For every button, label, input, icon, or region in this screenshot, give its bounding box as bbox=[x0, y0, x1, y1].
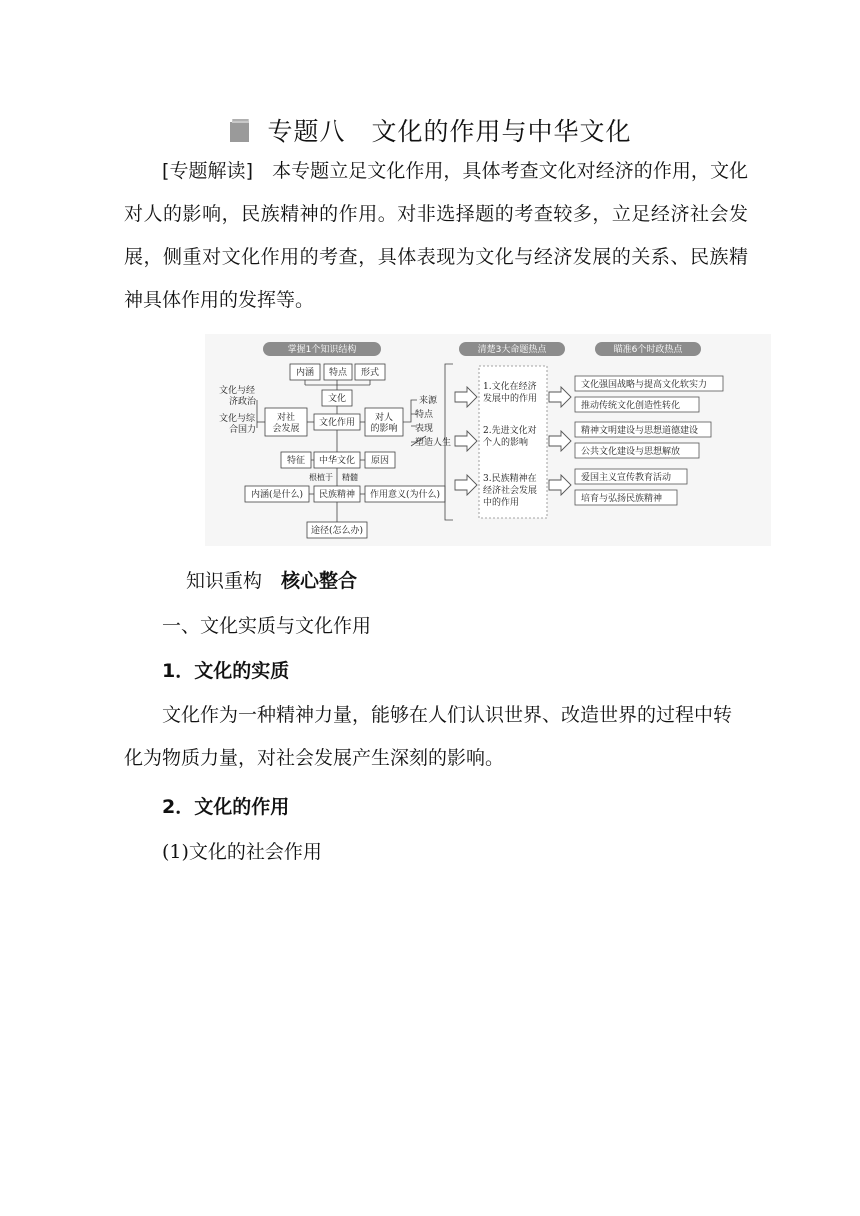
hot-topic-3c: 中的作用 bbox=[483, 498, 520, 508]
intro-text: 本专题立足文化作用，具体考查文化对经济的作用，文化对人的影响，民族精神的作用。对非选择题的考查较多，立足经济社会发展，侧重对文化作用的考查，具体表现为文化与经济发展的关系、民族精神具体作用的发挥等。 bbox=[124, 160, 748, 311]
current-topic-2: 推动传统文化创造性转化 bbox=[581, 401, 681, 411]
left-item-2a: 文化与综 bbox=[219, 414, 256, 424]
section-heading bbox=[186, 566, 357, 593]
box-dui-shehui-2: 会发展 bbox=[272, 424, 300, 434]
left-item-1a: 文化与经 bbox=[219, 386, 256, 396]
label-jingsui: 精髓 bbox=[342, 473, 358, 482]
box-zuoyong-yiyi: 作用意义(为什么) bbox=[369, 490, 441, 500]
diagram-svg bbox=[205, 334, 771, 546]
right-list-1: 来源 bbox=[419, 396, 438, 406]
box-yuanyin: 原因 bbox=[370, 456, 390, 466]
left-item-2b: 合国力 bbox=[229, 425, 257, 435]
hot-topic-2a: 2.先进文化对 bbox=[483, 426, 537, 436]
box-xingshi: 形式 bbox=[360, 368, 380, 378]
box-minzu-jingshen: 民族精神 bbox=[318, 490, 356, 500]
current-topic-4: 公共文化建设与思想解放 bbox=[581, 447, 681, 457]
item1-paragraph: 文化作为一种精神力量，能够在人们认识世界、改造世界的过程中转化为物质力量，对社会发展产生深刻的影响。 bbox=[124, 704, 733, 769]
item-heading-1: 1．文化的实质 bbox=[162, 660, 290, 682]
intro-label: [专题解读] bbox=[162, 160, 254, 182]
item2-subheading: (1)文化的社会作用 bbox=[162, 841, 322, 863]
hot-topic-2b: 个人的影响 bbox=[483, 438, 529, 448]
box-zhonghua: 中华文化 bbox=[318, 456, 356, 466]
left-item-1b: 济政治 bbox=[229, 397, 257, 407]
right-list-2: 特点 bbox=[415, 410, 434, 420]
section-heading-bold: 核心整合 bbox=[281, 570, 358, 592]
hot-topic-1a: 1.文化在经济 bbox=[483, 382, 537, 392]
current-topic-1: 文化强国战略与提高文化软实力 bbox=[581, 380, 708, 390]
diagram-header-2-text: 清楚3大命题热点 bbox=[477, 345, 547, 355]
box-dui-ren-2: 的影响 bbox=[370, 424, 398, 434]
box-neihan: 内涵 bbox=[295, 368, 315, 378]
box-dui-shehui-1: 对社 bbox=[276, 413, 296, 423]
part-heading-1: 一、文化实质与文化作用 bbox=[162, 615, 372, 637]
hot-topic-3a: 3.民族精神在 bbox=[483, 474, 537, 484]
label-genzhi: 根植于 bbox=[309, 473, 333, 482]
hot-topic-3b: 经济社会发展 bbox=[483, 486, 538, 496]
book-icon bbox=[228, 117, 252, 143]
intro-paragraph bbox=[124, 150, 748, 322]
diagram-header-3-text: 瞄准6个时政热点 bbox=[613, 345, 683, 355]
title-row bbox=[0, 112, 860, 148]
box-tedian: 特点 bbox=[328, 368, 348, 378]
box-wenhua-zuoyong: 文化作用 bbox=[318, 418, 356, 428]
right-list-3: 表现 bbox=[415, 424, 434, 434]
box-neihan-shishenme: 内涵(是什么) bbox=[250, 490, 304, 500]
item-heading-2: 2．文化的作用 bbox=[162, 796, 290, 818]
right-list-4: 塑造人生 bbox=[415, 438, 452, 448]
knowledge-diagram bbox=[205, 334, 771, 546]
box-dui-ren-1: 对人 bbox=[374, 413, 394, 423]
box-tujing: 途径(怎么办) bbox=[310, 526, 364, 536]
section-heading-normal: 知识重构 bbox=[186, 570, 263, 592]
page-title: 专题八 文化的作用与中华文化 bbox=[267, 117, 632, 146]
diagram-header-1-text: 掌握1个知识结构 bbox=[287, 345, 357, 355]
box-tezheng: 特征 bbox=[286, 456, 306, 466]
box-wenhua: 文化 bbox=[327, 394, 347, 404]
current-topic-6: 培育与弘扬民族精神 bbox=[581, 494, 663, 504]
current-topic-5: 爱国主义宣传教育活动 bbox=[581, 473, 672, 483]
current-topic-3: 精神文明建设与思想道德建设 bbox=[581, 426, 699, 436]
hot-topic-1b: 发展中的作用 bbox=[483, 394, 538, 404]
